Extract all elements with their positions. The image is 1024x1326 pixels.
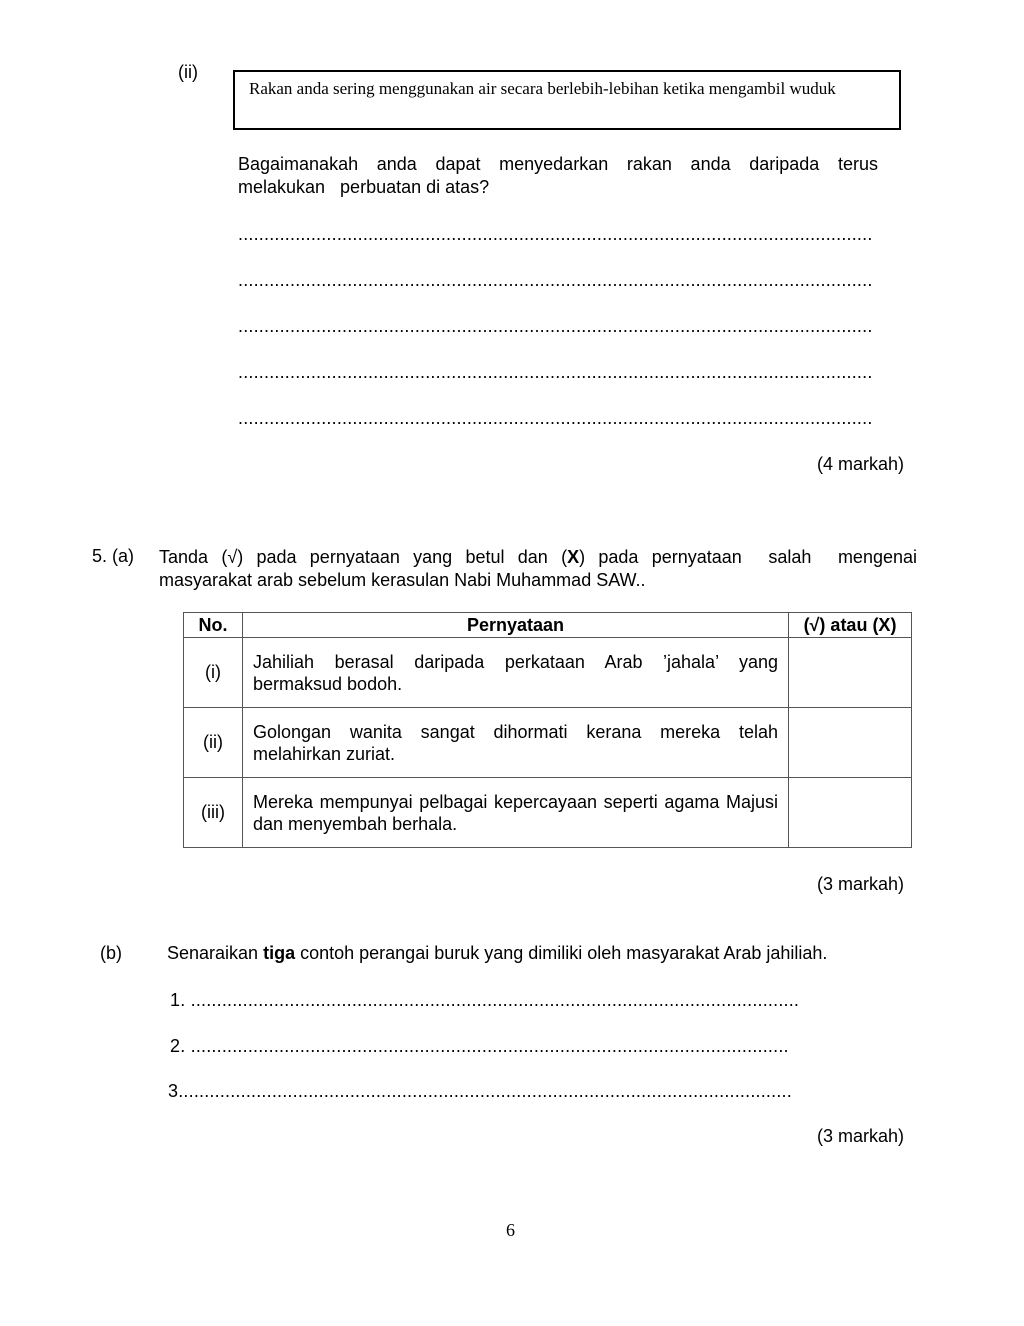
q5a-instruction-post: ) pada pernyataan salah mengenai (579, 547, 917, 567)
answer-line[interactable]: .......................................................................................................................... (238, 408, 873, 428)
q5a-marks: (3 markah) (816, 874, 904, 894)
answer-line[interactable]: .......................................................................................................................... (238, 224, 873, 244)
q5a-number: 5. (a) (92, 546, 135, 566)
q5a-instruction-line1 (159, 546, 917, 569)
table-row (184, 708, 912, 778)
q5a-instruction-pre: Tanda (√) pada pernyataan yang betul dan ( (159, 547, 568, 567)
answer-line[interactable]: .......................................................................................................................... (238, 362, 873, 382)
q5a-instruction (159, 546, 917, 592)
table-header-row (184, 613, 912, 638)
q5b-label: (b) (100, 943, 122, 963)
q5b-question-bold: tiga (263, 943, 296, 963)
page-number: 6 (506, 1220, 515, 1240)
table-row (184, 778, 912, 848)
q5b-marks: (3 markah) (816, 1126, 904, 1146)
q5a-instruction-bold: X (567, 547, 580, 567)
header-no: No. (184, 613, 243, 638)
q5b-answer-line[interactable]: 2. ................................................................................................................... (170, 1036, 789, 1056)
row-statement: Jahiliah berasal daripada perkataan Arab ’jahala’ yang bermaksud bodoh. (243, 638, 789, 708)
q5b-answer-line[interactable]: 3...................................................................................................................... (168, 1081, 792, 1101)
q5b-answer-line[interactable]: 1. ..................................................................................................................... (170, 990, 800, 1010)
part-ii-label: (ii) (178, 62, 198, 82)
row-answer-cell[interactable] (789, 708, 912, 778)
header-pernyataan: Pernyataan (243, 613, 789, 638)
row-answer-cell[interactable] (789, 638, 912, 708)
row-number: (ii) (184, 708, 243, 778)
answer-line[interactable]: .......................................................................................................................... (238, 316, 873, 336)
part-ii-question-line1: Bagaimanakah anda dapat menyedarkan rakan anda daripada terus (238, 154, 878, 174)
part-ii-question-line2: melakukan perbuatan di atas? (238, 177, 490, 197)
q5b-question-pre: Senaraikan (167, 943, 264, 963)
q5b-question-post: contoh perangai buruk yang dimiliki oleh masyarakat Arab jahiliah. (295, 943, 828, 963)
table-row (184, 638, 912, 708)
row-answer-cell[interactable] (789, 778, 912, 848)
q5b-question (167, 943, 827, 964)
header-answer: (√) atau (X) (789, 613, 912, 638)
answer-line[interactable]: .......................................................................................................................... (238, 270, 873, 290)
q5a-instruction-line2: masyarakat arab sebelum kerasulan Nabi Muhammad SAW.. (159, 570, 646, 590)
row-statement: Golongan wanita sangat dihormati kerana mereka telah melahirkan zuriat. (243, 708, 789, 778)
statement-table (183, 612, 912, 848)
row-statement: Mereka mempunyai pelbagai kepercayaan seperti agama Majusi dan menyembah berhala. (243, 778, 789, 848)
row-number: (i) (184, 638, 243, 708)
row-number: (iii) (184, 778, 243, 848)
part-ii-marks: (4 markah) (816, 454, 904, 474)
part-ii-question (238, 153, 878, 199)
scenario-box: Rakan anda sering menggunakan air secara berlebih-lebihan ketika mengambil wuduk (233, 70, 901, 130)
